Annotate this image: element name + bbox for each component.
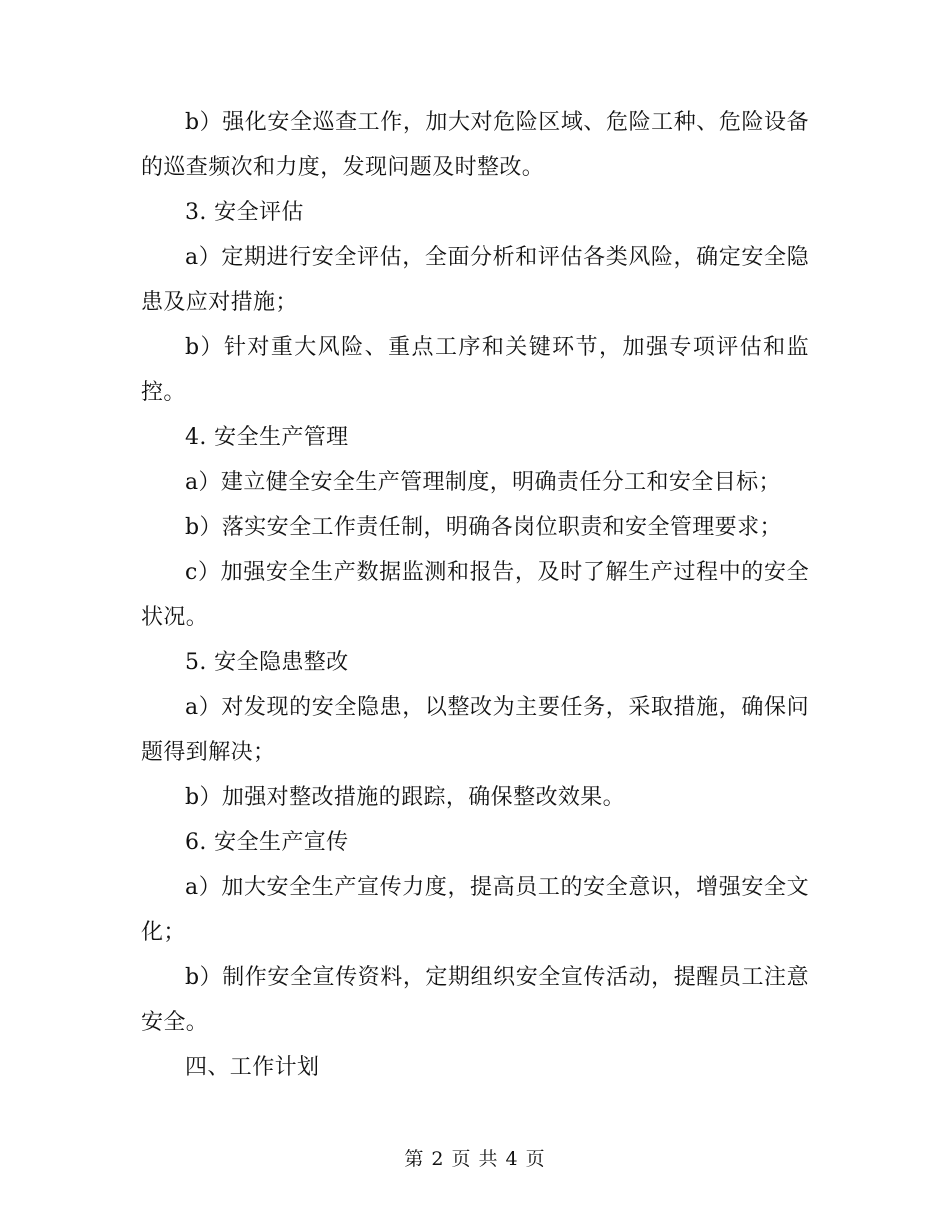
paragraph-publicity-b: b）制作安全宣传资料，定期组织安全宣传活动，提醒员工注意安全。 (141, 965, 809, 1035)
document-body (141, 100, 809, 1090)
paragraph-patrol-b: b）强化安全巡查工作，加大对危险区域、危险工种、危险设备的巡查频次和力度，发现问题及时整改。 (141, 110, 809, 180)
paragraph-hazard-b: b）加强对整改措施的跟踪，确保整改效果。 (185, 785, 626, 810)
section-heading-four-work-plan: 四、工作计划 (185, 1055, 320, 1080)
paragraph-hazard-a: a）对发现的安全隐患，以整改为主要任务，采取措施，确保问题得到解决； (141, 695, 809, 765)
page-number-footer: 第 2 页 共 4 页 (404, 1148, 546, 1170)
paragraph-management-c: c）加强安全生产数据监测和报告，及时了解生产过程中的安全状况。 (141, 560, 809, 630)
section-heading-3: 3. 安全评估 (185, 200, 304, 225)
paragraph-assessment-a: a）定期进行安全评估，全面分析和评估各类风险，确定安全隐患及应对措施； (141, 245, 809, 315)
paragraph-assessment-b: b）针对重大风险、重点工序和关键环节，加强专项评估和监控。 (141, 335, 809, 405)
section-heading-5: 5. 安全隐患整改 (185, 650, 349, 675)
section-heading-4: 4. 安全生产管理 (185, 425, 349, 450)
paragraph-publicity-a: a）加大安全生产宣传力度，提高员工的安全意识，增强安全文化； (141, 875, 809, 945)
paragraph-management-a: a）建立健全安全生产管理制度，明确责任分工和安全目标； (185, 470, 781, 495)
paragraph-management-b: b）落实安全工作责任制，明确各岗位职责和安全管理要求； (185, 515, 782, 540)
section-heading-6: 6. 安全生产宣传 (185, 830, 349, 855)
